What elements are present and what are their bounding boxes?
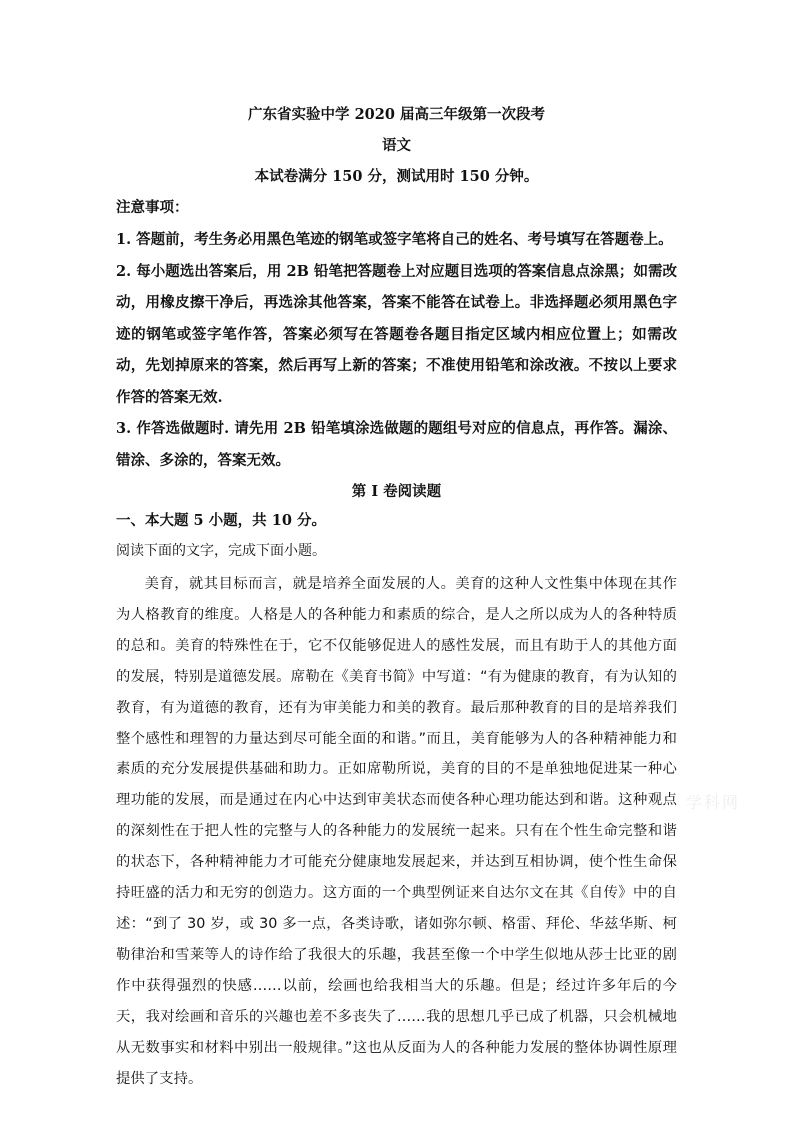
exam-title: 广东省实验中学 2020 届高三年级第一次段考 xyxy=(248,106,545,123)
notice-item-2: 2. 每小题选出答案后，用 2B 铅笔把答题卷上对应题目选项的答案信息点涂黑；如需改动，用橡皮擦干净后，再选涂其他答案，答案不能答在试卷上。非选择题必须用黑色字迹的钢笔或签字笔作答，答案必须写在答题卷各题目指定区域内相应位置上；如需改动，先划掉原来的答案，然后再写上新的答案；不准使用铅笔和涂改液。不按以上要求作答的答案无效. xyxy=(116,262,677,406)
section-title: 第 I 卷阅读题 xyxy=(351,483,442,500)
notice-heading: 注意事项： xyxy=(116,199,189,216)
notice-item-1: 1. 答题前，考生务必用黑色笔迹的钢笔或签字笔将自己的姓名、考号填写在答题卷上。 xyxy=(116,231,673,248)
exam-info: 本试卷满分 150 分，测试用时 150 分钟。 xyxy=(254,168,539,185)
part-heading: 一、本大题 5 小题，共 10 分。 xyxy=(116,512,326,529)
notice-item-3: 3. 作答选做题时. 请先用 2B 铅笔填涂选做题的题组号对应的信息点，再作答。漏涂、错涂、多涂的，答案无效。 xyxy=(116,420,677,469)
notice-list xyxy=(116,224,677,476)
reading-instruction: 阅读下面的文字，完成下面小题。 xyxy=(116,543,326,559)
reading-passage: 美育，就其目标而言，就是培养全面发展的人。美育的这种人文性集中体现在其作为人格教育的维度。人格是人的各种能力和素质的综合，是人之所以成为人的各种特质的总和。美育的特殊性在于，它不仅能够促进人的感性发展，而且有助于人的其他方面的发展，特别是道德发展。席勒在《美育书简》中写道：“有为健康的教育，有为认知的教育，有为道德的教育，还有为审美能力和美的教育。最后那种教育的目的是培养我们整个感性和理智的力量达到尽可能全面的和谐。”而且，美育能够为人的各种精神能力和素质的充分发展提供基础和助力。正如席勒所说，美育的目的不是单独地促进某一种心理功能的发展，而是通过在内心中达到审美状态而使各种心理功能达到和谐。这种观点的深刻性在于把人性的完整与人的各种能力的发展统一起来。只有在个性生命完整和谐的状态下，各种精神能力才可能充分健康地发展起来，并达到互相协调，使个性生命保持旺盛的活力和无穷的创造力。这方面的一个典型例证来自达尔文在其《自传》中的自述：“到了 30 岁，或 30 多一点，各类诗歌，诸如弥尔顿、格雷、拜伦、华兹华斯、柯勒律治和雪莱等人的诗作给了我很大的乐趣，我甚至像一个中学生似地从莎士比亚的剧作中获得强烈的快感……以前，绘画也给我相当大的乐趣。但是；经过许多年后的今天，我对绘画和音乐的兴趣也差不多丧失了……我的思想几乎已成了机器，只会机械地从无数事实和材料中别出一般规律。”这也从反面为人的各种能力发展的整体协调性原理提供了支持。 xyxy=(116,576,677,1087)
exam-subject: 语文 xyxy=(382,137,411,154)
watermark: 学科网 xyxy=(686,793,741,812)
